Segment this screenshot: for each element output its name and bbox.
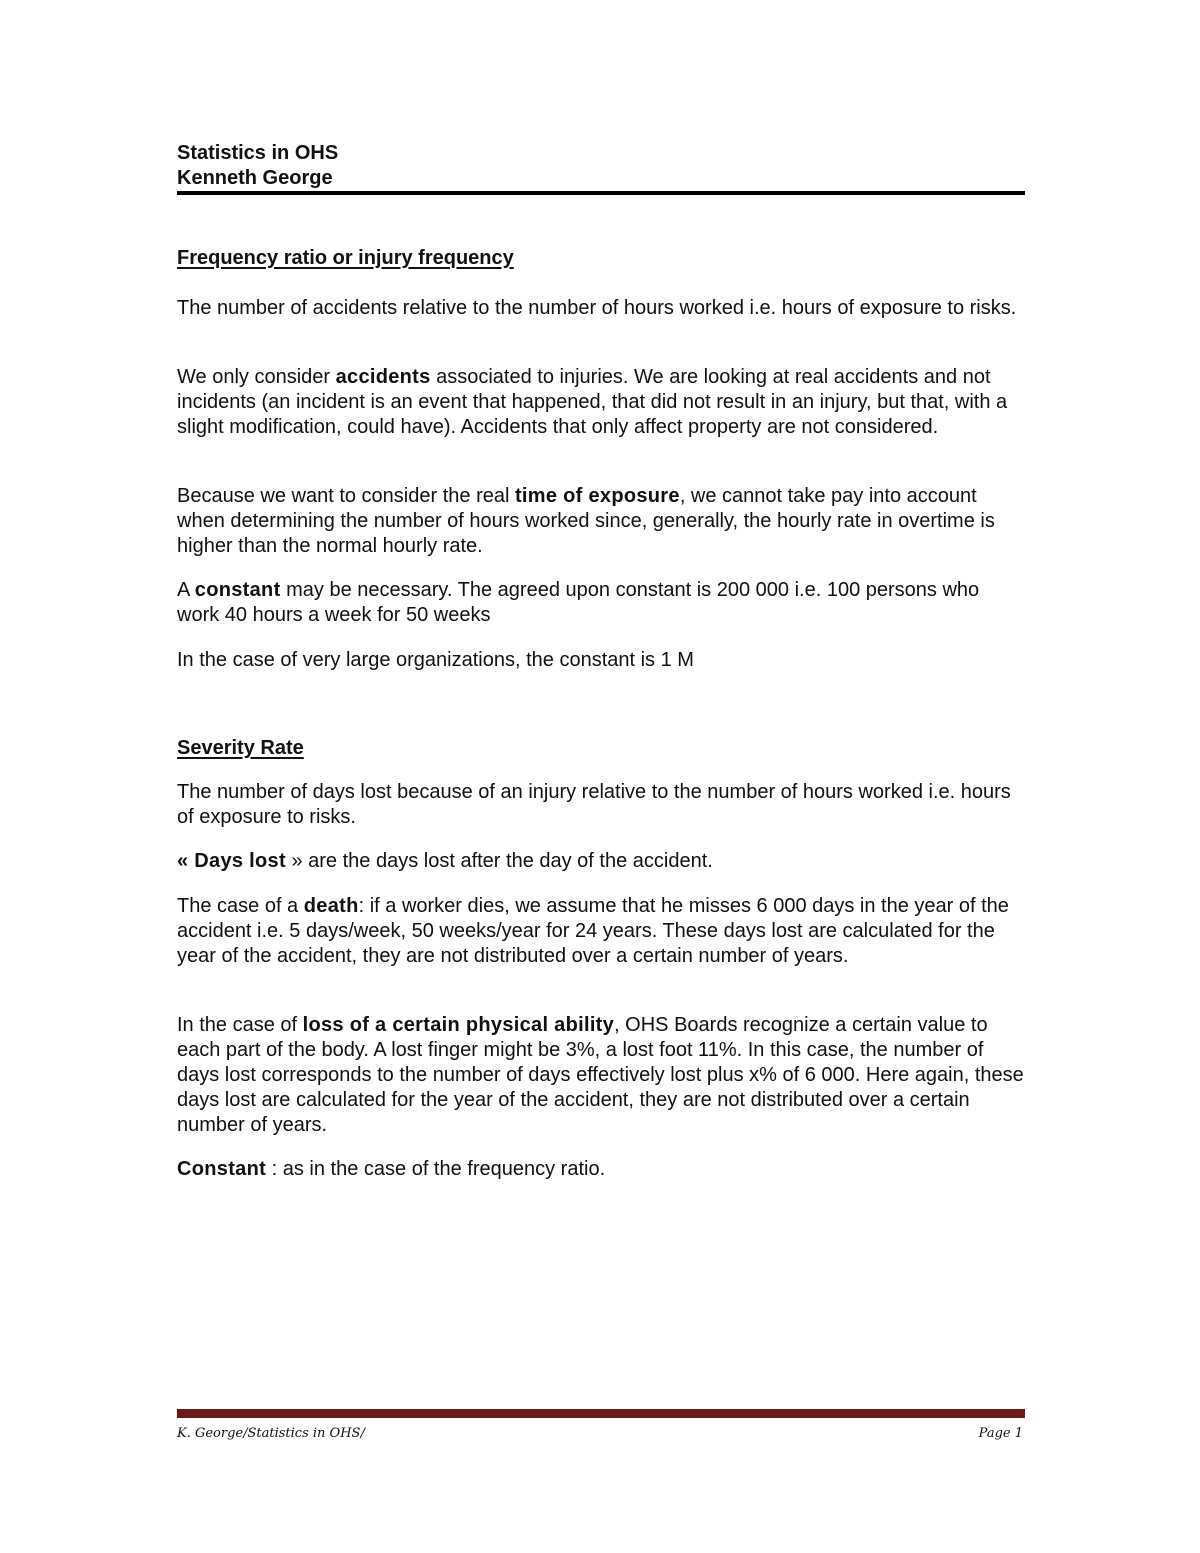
bold-term-death: death: [303, 895, 359, 917]
bold-term-constant: constant: [194, 579, 281, 601]
text-run: : as in the case of the frequency ratio.: [266, 1158, 606, 1180]
frequency-exposure-paragraph: [177, 484, 1025, 559]
text-run: associated to injuries. We are looking at real accidents and not incidents (an incident is an event that happened, that did not result in an injury, but that, with a slight modification, could have). Accidents that only affect property are not considered.: [177, 366, 1008, 438]
text-run: : if a worker dies, we assume that he misses 6 000 days in the year of the accident i.e. 5 days/week, 50 weeks/year for 24 years. These days lost are calculated for the year of the accident, they are not distributed over a certain number of years.: [177, 895, 1009, 967]
text-run: Because we want to consider the real: [177, 485, 515, 507]
document-header: [177, 141, 1025, 191]
severity-physical-ability-paragraph: [177, 1013, 1025, 1138]
frequency-large-org-paragraph: In the case of very large organizations, the constant is 1 M: [177, 649, 694, 671]
text-run: may be necessary. The agreed upon constant is 200 000 i.e. 100 persons who work 40 hours a week for 50 weeks: [177, 579, 980, 626]
severity-days-lost-paragraph: [177, 849, 1025, 874]
bold-term-physical-ability: loss of a certain physical ability: [302, 1014, 615, 1036]
text-run: We only consider: [177, 366, 336, 388]
text-run: A: [177, 579, 195, 601]
frequency-accidents-paragraph: [177, 365, 1025, 440]
document-title: Statistics in OHS: [177, 142, 339, 164]
severity-constant-paragraph: [177, 1157, 1025, 1182]
text-run: , we cannot take pay into account when determining the number of hours worked since, generally, the hourly rate in overtime is higher than the normal hourly rate.: [177, 485, 995, 557]
footer-page-number: Page 1: [978, 1426, 1023, 1441]
section-title-frequency: Frequency ratio or injury frequency: [177, 247, 514, 269]
section-title-severity: Severity Rate: [177, 737, 304, 759]
bold-term-accidents: accidents: [335, 366, 431, 388]
bold-term-constant-2: Constant: [177, 1158, 267, 1180]
frequency-definition-paragraph: The number of accidents relative to the number of hours worked i.e. hours of exposure to risks.: [177, 297, 1017, 319]
document-author: Kenneth George: [177, 167, 333, 189]
text-run: The case of a: [177, 895, 304, 917]
bold-term-days-lost: « Days lost: [177, 850, 286, 872]
frequency-constant-paragraph: [177, 578, 1025, 628]
footer-document-reference: K. George/Statistics in OHS/: [177, 1426, 365, 1441]
severity-death-paragraph: [177, 894, 1025, 969]
text-run: , OHS Boards recognize a certain value to each part of the body. A lost finger might be 3%, a lost foot 11%. In this case, the number of days lost corresponds to the number of days effectively lost plus x% of 6 000. Here again, these days lost are calculated for the year of the accident, they are not distributed over a certain number of years.: [177, 1014, 1024, 1136]
text-run: » are the days lost after the day of the accident.: [285, 850, 713, 872]
footer-divider: [177, 1409, 1025, 1418]
header-divider: [177, 191, 1025, 195]
bold-term-time-of-exposure: time of exposure: [514, 485, 680, 507]
text-run: In the case of: [177, 1014, 303, 1036]
severity-definition-paragraph: The number of days lost because of an injury relative to the number of hours worked i.e. hours of exposure to risks.: [177, 781, 1011, 828]
